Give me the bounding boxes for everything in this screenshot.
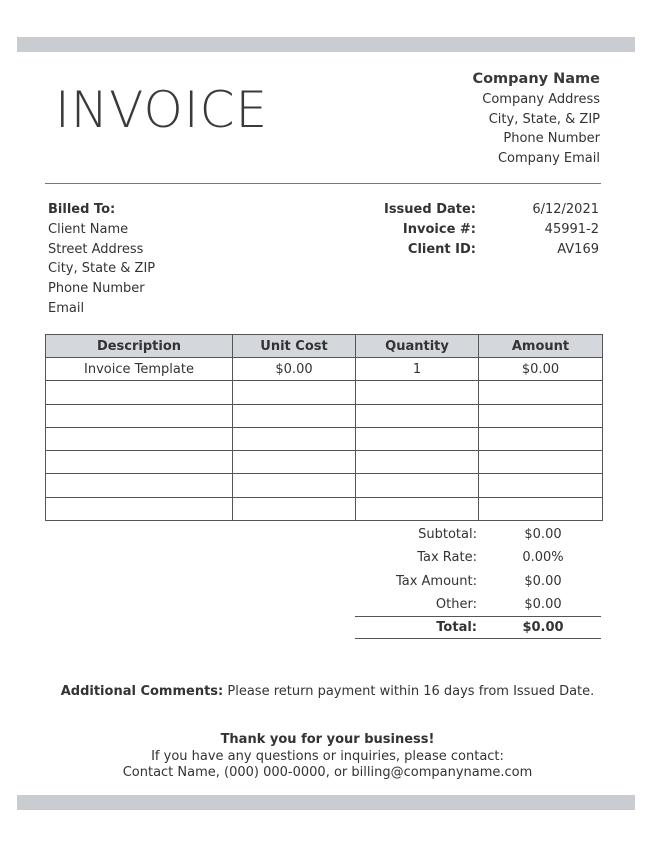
table-row <box>46 381 603 404</box>
contact-prompt: If you have any questions or inquiries, please contact: <box>151 748 504 764</box>
cell-quantity <box>356 427 479 450</box>
cell-description <box>46 451 233 474</box>
cell-unit-cost <box>233 381 356 404</box>
cell-description <box>46 474 233 497</box>
cell-description <box>46 497 233 520</box>
cell-amount <box>479 474 603 497</box>
cell-description <box>46 381 233 404</box>
cell-quantity <box>356 404 479 427</box>
footer-message <box>0 732 655 782</box>
client-street: Street Address <box>48 241 144 257</box>
header-amount: Amount <box>479 335 603 358</box>
header-quantity: Quantity <box>356 335 479 358</box>
totals-value: $0.00 <box>524 597 562 613</box>
additional-comments <box>0 684 655 699</box>
header-unit-cost: Unit Cost <box>233 335 356 358</box>
client-city: City, State & ZIP <box>48 261 156 277</box>
comments-text: Please return payment within 16 days from Issued Date. <box>227 684 595 699</box>
table-row <box>46 451 603 474</box>
bottom-accent-bar <box>17 795 635 810</box>
totals-row-other <box>355 593 601 616</box>
totals-row-total <box>355 616 601 639</box>
meta-label: Issued Date: <box>383 202 476 217</box>
table-row <box>46 427 603 450</box>
table-header-row <box>46 335 603 358</box>
company-info <box>340 68 600 169</box>
cell-description <box>46 404 233 427</box>
cell-unit-cost <box>233 474 356 497</box>
company-address: Company Address <box>482 92 600 107</box>
table-row <box>46 358 603 381</box>
client-email: Email <box>48 300 85 316</box>
totals-label: Subtotal: <box>418 527 477 543</box>
totals-label: Total: <box>436 620 477 636</box>
totals-value: 0.00% <box>522 550 564 566</box>
cell-quantity <box>356 451 479 474</box>
invoice-meta <box>360 200 601 259</box>
totals-row-tax-rate <box>355 546 601 569</box>
company-city: City, State, & ZIP <box>488 111 600 127</box>
totals-label: Tax Rate: <box>417 550 477 566</box>
cell-quantity <box>356 474 479 497</box>
meta-value: 45991-2 <box>544 221 599 237</box>
cell-amount <box>479 451 603 474</box>
cell-amount <box>479 497 603 520</box>
cell-quantity <box>356 497 479 520</box>
billed-to-block <box>48 200 155 319</box>
cell-amount <box>479 427 603 450</box>
table-row <box>46 497 603 520</box>
company-name: Company Name <box>472 71 600 87</box>
client-phone: Phone Number <box>48 281 145 297</box>
table-row <box>46 474 603 497</box>
meta-value: AV169 <box>557 241 599 257</box>
contact-details: Contact Name, (000) 000-0000, or billing@companyname.com <box>122 765 533 780</box>
totals-value: $0.00 <box>524 573 562 589</box>
cell-description: Invoice Template <box>46 358 233 381</box>
totals-label: Other: <box>435 597 477 613</box>
meta-row-client-id <box>360 240 601 260</box>
thanks-heading: Thank you for your business! <box>220 732 435 747</box>
cell-unit-cost <box>233 451 356 474</box>
invoice-title: INVOICE <box>55 81 269 139</box>
meta-label: Invoice #: <box>402 221 476 237</box>
cell-unit-cost: $0.00 <box>233 358 356 381</box>
cell-unit-cost <box>233 404 356 427</box>
meta-row-invoice-number <box>360 220 601 240</box>
company-phone: Phone Number <box>503 131 600 147</box>
totals-row-tax-amount <box>355 570 601 593</box>
cell-quantity <box>356 381 479 404</box>
cell-unit-cost <box>233 427 356 450</box>
totals-row-subtotal <box>355 523 601 546</box>
header-divider <box>45 183 601 184</box>
totals-value: $0.00 <box>524 527 562 543</box>
cell-amount <box>479 404 603 427</box>
cell-quantity: 1 <box>356 358 479 381</box>
billed-to-label: Billed To: <box>48 202 116 217</box>
meta-row-issued-date <box>360 200 601 220</box>
totals-label: Tax Amount: <box>395 573 477 589</box>
header-description: Description <box>46 335 233 358</box>
comments-label: Additional Comments: <box>60 684 224 699</box>
line-items-table <box>45 334 603 521</box>
cell-unit-cost <box>233 497 356 520</box>
totals-value: $0.00 <box>522 620 564 636</box>
cell-amount <box>479 381 603 404</box>
meta-label: Client ID: <box>407 241 476 257</box>
meta-value: 6/12/2021 <box>532 202 599 217</box>
table-row <box>46 404 603 427</box>
totals-block <box>355 523 601 639</box>
client-name: Client Name <box>48 221 129 237</box>
top-accent-bar <box>17 37 635 52</box>
cell-amount: $0.00 <box>479 358 603 381</box>
company-email: Company Email <box>497 151 600 167</box>
cell-description <box>46 427 233 450</box>
